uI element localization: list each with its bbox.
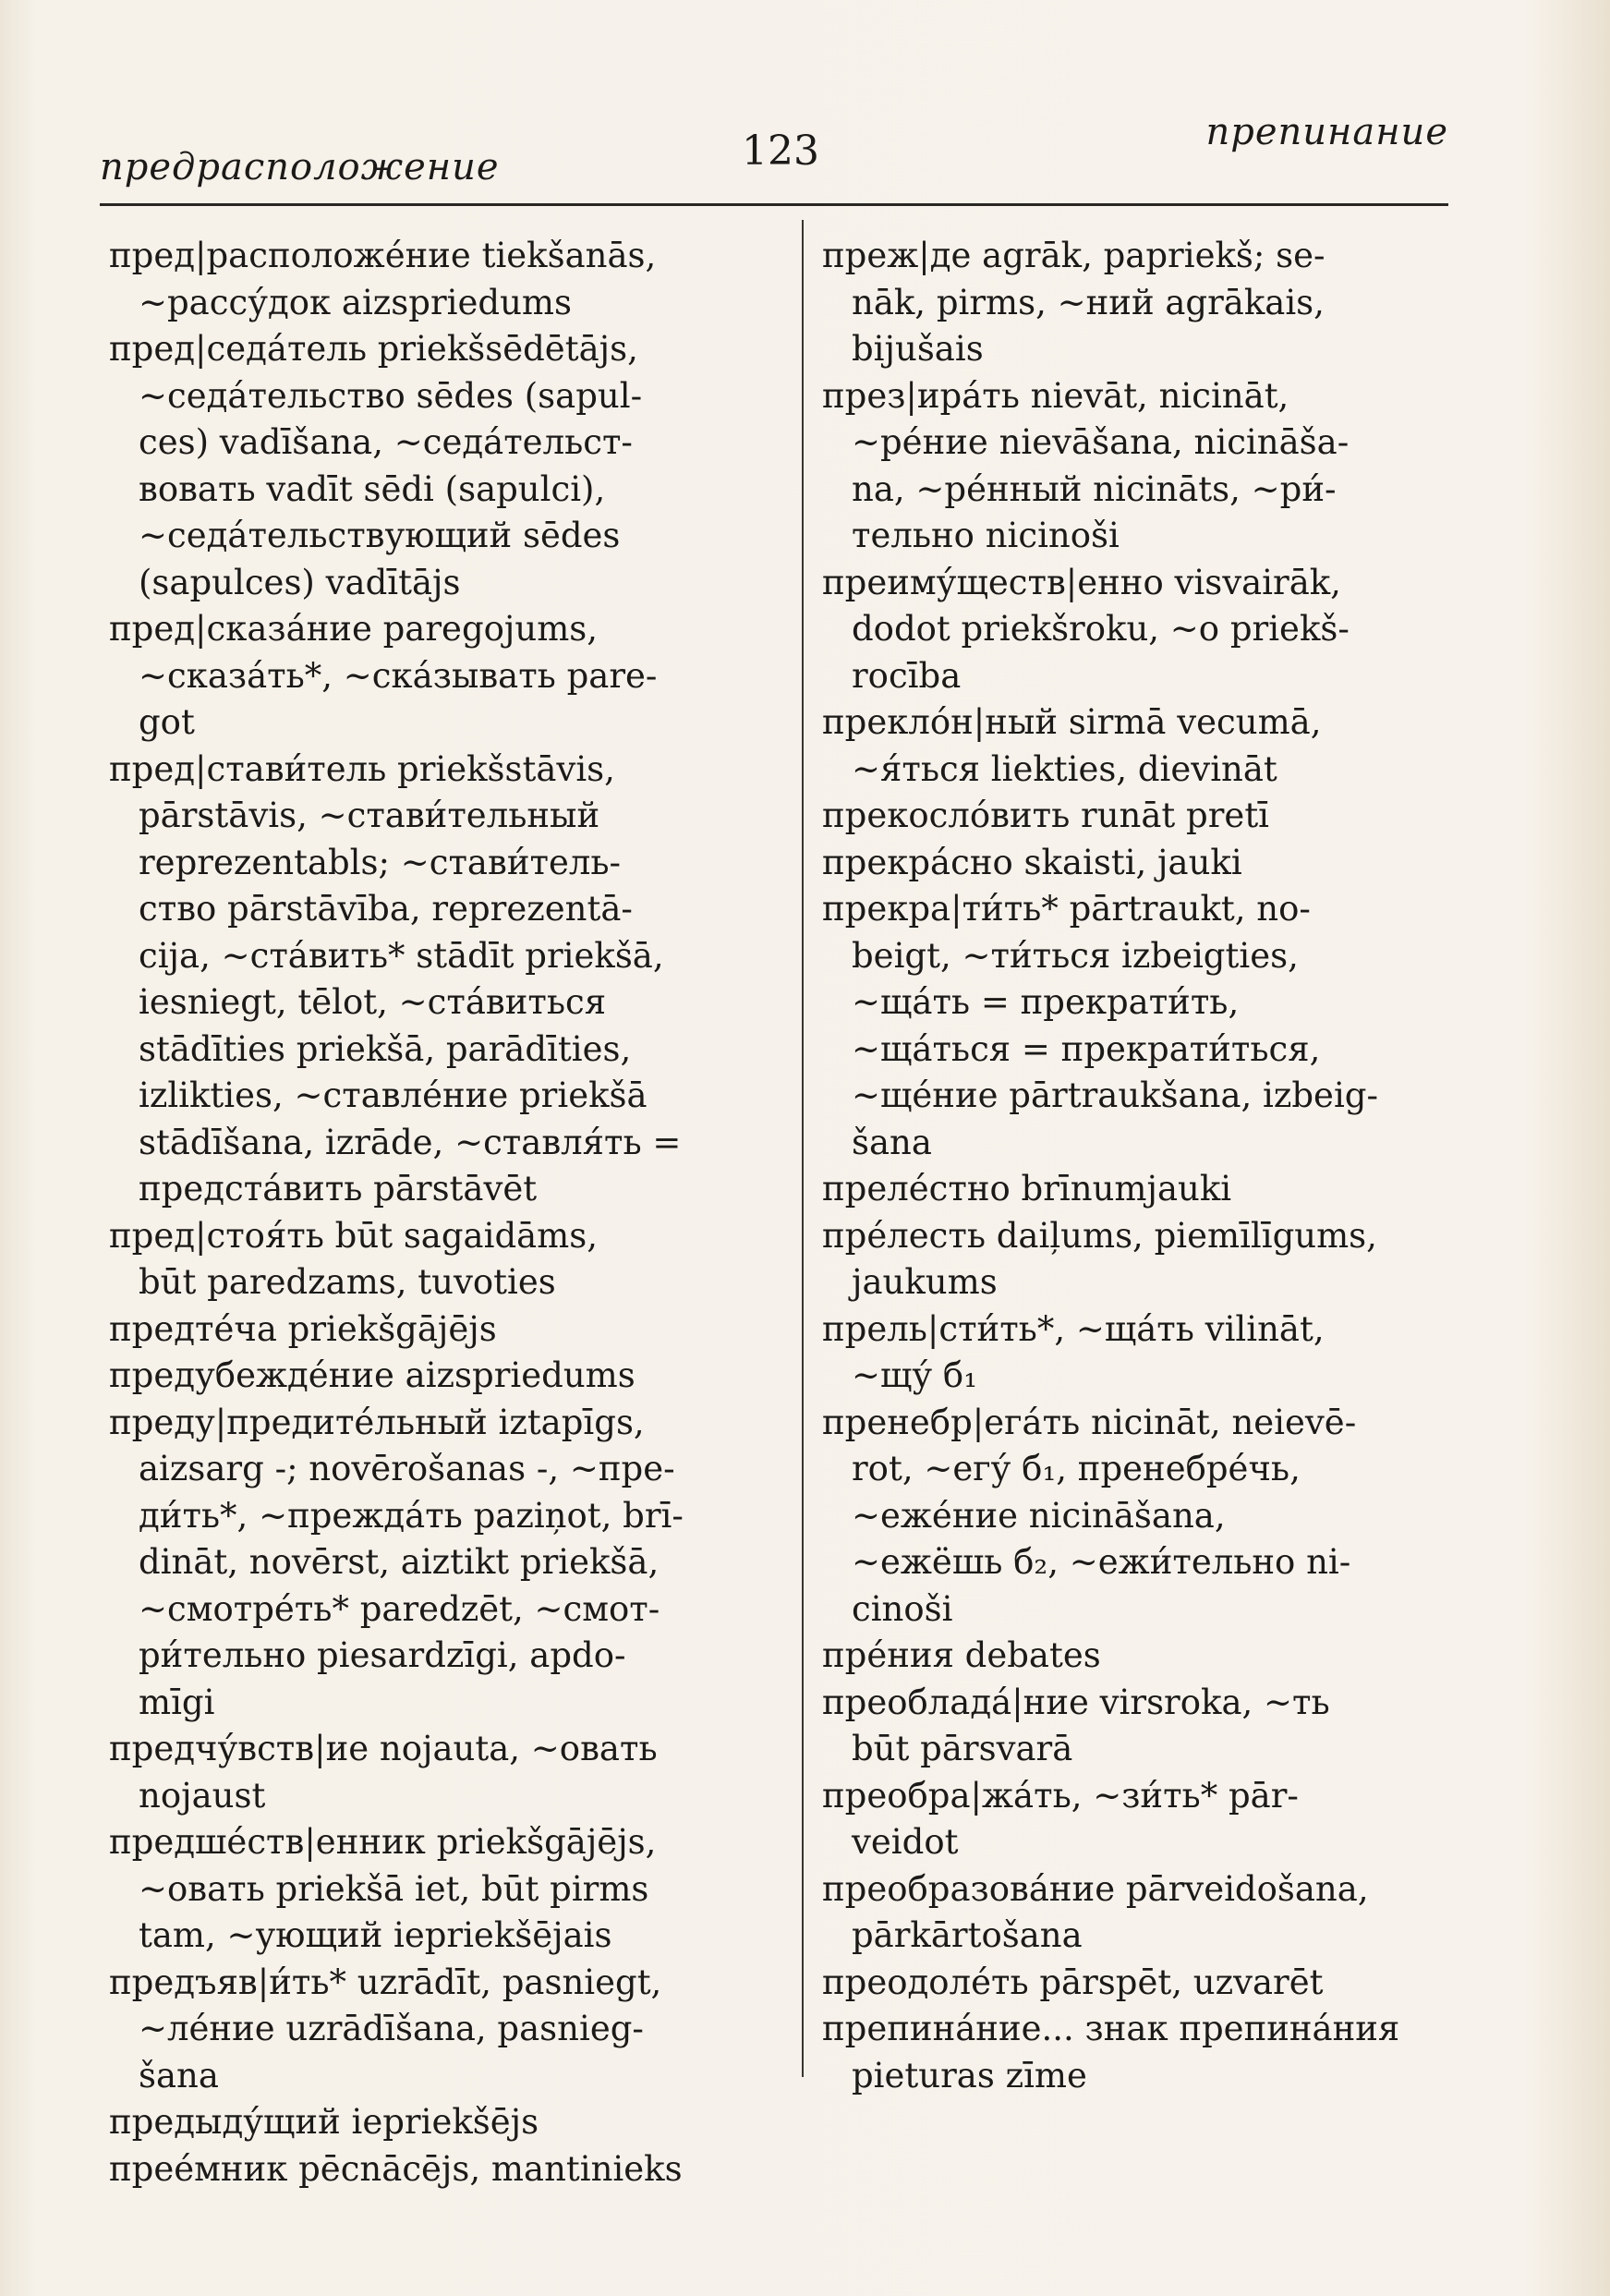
dictionary-entry xyxy=(822,840,1469,887)
entry-headline: пред|расположе́ние tiekšanās, xyxy=(109,236,657,275)
entry-headline: пренебр|ега́ть nicināt, neievē- xyxy=(822,1402,1357,1442)
dictionary-entry xyxy=(109,1353,793,1400)
entry-continuation: šana xyxy=(852,1122,932,1162)
entry-continuation: pārstāvis, ~стави́тельный xyxy=(139,796,600,835)
entry-headline: прель|сти́ть*, ~ща́ть vilināt, xyxy=(822,1308,1325,1349)
dictionary-entry xyxy=(822,1400,1469,1634)
entry-headline: прее́мник pēcnācējs, mantinieks xyxy=(109,2148,683,2189)
column-divider xyxy=(802,220,804,2077)
entry-continuation: rot, ~егу́ б₁, пренебре́чь, xyxy=(852,1449,1301,1488)
entry-headline: предше́ств|енник priekšgājējs, xyxy=(109,1822,657,1862)
dictionary-entry xyxy=(822,233,1469,373)
entry-continuation: ~щу́ б₁ xyxy=(852,1355,978,1395)
entry-continuation: ди́ть*, ~прежда́ть paziņot, brī- xyxy=(139,1495,684,1536)
entry-continuation: ~я́ться liekties, dievināt xyxy=(852,748,1277,789)
entry-continuation: nojaust xyxy=(139,1775,266,1816)
entry-continuation: ~овать priekšā iet, būt pirms xyxy=(139,1868,649,1909)
entry-headline: прекра́сно skaisti, jauki xyxy=(822,842,1242,882)
dictionary-entry xyxy=(109,2099,793,2146)
entry-continuation: šana xyxy=(139,2055,219,2096)
entry-continuation: ~сказа́ть*, ~ска́зывать pare- xyxy=(139,655,658,696)
dictionary-entry xyxy=(109,2146,793,2193)
entry-headline: пре́ния debates xyxy=(822,1635,1101,1675)
entry-continuation: veidot xyxy=(852,1822,959,1862)
entry-continuation: mīgi xyxy=(139,1682,215,1722)
header-left-guideword: предрасположение xyxy=(100,146,500,188)
entry-headline: преоблада́|ние virsroka, ~ть xyxy=(822,1682,1330,1722)
entry-continuation: ~еже́ние nicināšana, xyxy=(852,1495,1226,1536)
entry-continuation: ство pārstāvība, reprezentā- xyxy=(139,889,633,929)
dictionary-entry xyxy=(822,1166,1469,1213)
dictionary-entry xyxy=(109,747,793,1213)
dictionary-entry xyxy=(109,1726,793,1819)
entry-headline: през|ира́ть nievāt, nicināt, xyxy=(822,375,1289,416)
header-rule xyxy=(100,203,1448,206)
entry-continuation: reprezentabls; ~стави́тель- xyxy=(139,842,621,882)
entry-continuation: pieturas zīme xyxy=(852,2055,1087,2096)
entry-headline: преле́стно brīnumjauki xyxy=(822,1169,1232,1209)
dictionary-entry xyxy=(822,2006,1469,2099)
entry-continuation: nāk, pirms, ~ний agrākais, xyxy=(852,282,1325,322)
entry-continuation: ~смотре́ть* paredzēt, ~смот- xyxy=(139,1588,660,1629)
entry-continuation: ~седа́тельство sēdes (sapul- xyxy=(139,375,643,416)
entry-headline: пред|седа́тель priekšsēdētājs, xyxy=(109,329,638,369)
entry-continuation: ~ле́ние uzrādīšana, pasnieg- xyxy=(139,2009,644,2048)
entry-headline: преду|предите́льный iztapīgs, xyxy=(109,1402,645,1442)
running-header xyxy=(100,111,1448,188)
entry-headline: преобра|жа́ть, ~зи́ть* pār- xyxy=(822,1775,1299,1816)
dictionary-entry xyxy=(822,1213,1469,1306)
entry-continuation: jaukums xyxy=(852,1262,998,1302)
entry-headline: преобразова́ние pārveidošana, xyxy=(822,1868,1369,1909)
entry-headline: пред|стоя́ть būt sagaidāms, xyxy=(109,1215,599,1256)
entry-continuation: ~ще́ние pārtraukšana, izbeig- xyxy=(852,1075,1378,1115)
dictionary-entry xyxy=(822,1633,1469,1680)
entry-continuation: dodot priekšroku, ~о priekš- xyxy=(852,609,1350,649)
entry-continuation: ces) vadīšana, ~седа́тельст- xyxy=(139,422,633,462)
entry-headline: преж|де agrāk, papriekš; se- xyxy=(822,236,1326,275)
entry-continuation: tam, ~ующий iepriekšējais xyxy=(139,1915,612,1955)
dictionary-entry xyxy=(822,886,1469,1166)
dictionary-entry xyxy=(822,1866,1469,1960)
dictionary-entry xyxy=(109,1400,793,1727)
entry-headline: предте́ча priekšgājējs xyxy=(109,1308,497,1349)
right-column xyxy=(822,233,1469,2099)
entry-continuation: вовать vadīt sēdi (sapulci), xyxy=(139,468,606,509)
page-number: 123 xyxy=(742,128,819,175)
entry-headline: пре́лесть daiļums, piemīlīgums, xyxy=(822,1215,1377,1256)
entry-continuation: na, ~ре́нный nicināts, ~ри́- xyxy=(852,468,1337,509)
dictionary-entry xyxy=(109,326,793,606)
entry-headline: преодоле́ть pārspēt, uzvarēt xyxy=(822,1962,1324,2002)
entry-continuation: būt paredzams, tuvoties xyxy=(139,1262,556,1302)
entry-continuation: ~ре́ние nievāšana, nicināša- xyxy=(852,422,1350,462)
entry-continuation: ~ща́ть = прекрати́ть, xyxy=(852,982,1240,1022)
entry-continuation: предста́вить pārstāvēt xyxy=(139,1169,538,1209)
dictionary-entry xyxy=(822,1960,1469,2007)
entry-continuation: ~ежёшь б₂, ~ежи́тельно ni- xyxy=(852,1542,1351,1582)
entry-headline: преиму́ществ|енно visvairāk, xyxy=(822,562,1341,602)
entry-headline: препина́ние... знак препина́ния xyxy=(822,2009,1400,2048)
entry-continuation: būt pārsvarā xyxy=(852,1729,1073,1768)
entry-continuation: rocība xyxy=(852,655,962,696)
dictionary-entry xyxy=(109,1960,793,2100)
dictionary-entry xyxy=(109,1306,793,1354)
dictionary-entry xyxy=(822,373,1469,560)
entry-headline: преклóн|ный sirmā vecumā, xyxy=(822,702,1322,742)
entry-continuation: cinoši xyxy=(852,1588,953,1629)
entry-continuation: izlikties, ~ставле́ние priekšā xyxy=(139,1075,648,1115)
entry-continuation: stādīšana, izrāde, ~ставля́ть = xyxy=(139,1122,682,1162)
entry-headline: предъяв|и́ть* uzrādīt, pasniegt, xyxy=(109,1962,662,2002)
dictionary-entry xyxy=(109,606,793,747)
entry-headline: пред|сказа́ние paregojums, xyxy=(109,609,599,649)
entry-continuation: beigt, ~ти́ться izbeigties, xyxy=(852,935,1299,976)
entry-continuation: cija, ~ста́вить* stādīt priekšā, xyxy=(139,935,664,976)
entry-continuation: dināt, novērst, aiztikt priekšā, xyxy=(139,1542,660,1582)
entry-continuation: iesniegt, tēlot, ~ста́виться xyxy=(139,982,607,1022)
dictionary-entry xyxy=(109,1213,793,1306)
entry-continuation: ~седа́тельствующий sēdes xyxy=(139,516,621,555)
dictionary-entry xyxy=(822,1680,1469,1773)
entry-continuation: ~ща́ться = прекрати́ться, xyxy=(852,1028,1321,1069)
dictionary-entry xyxy=(822,560,1469,700)
entry-continuation: (sapulces) vadītājs xyxy=(139,562,461,602)
dictionary-entry xyxy=(822,793,1469,840)
entry-headline: предыду́щий iepriekšējs xyxy=(109,2102,539,2142)
entry-continuation: stādīties priekšā, parādīties, xyxy=(139,1028,632,1069)
dictionary-entry xyxy=(822,1773,1469,1866)
dictionary-entry xyxy=(109,233,793,326)
dictionary-entry xyxy=(109,1819,793,1960)
entry-continuation: aizsarg -; novērošanas -, ~пре- xyxy=(139,1449,675,1488)
entry-continuation: pārkārtošana xyxy=(852,1915,1083,1955)
entry-continuation: ~рассу́док aizspriedums xyxy=(139,282,572,322)
entry-headline: прекра|ти́ть* pārtraukt, no- xyxy=(822,889,1311,929)
dictionary-entry xyxy=(822,699,1469,793)
entry-continuation: ри́тельно piesardzīgi, apdo- xyxy=(139,1635,626,1675)
entry-continuation: bijušais xyxy=(852,329,984,369)
header-right-guideword: препинание xyxy=(1205,111,1448,153)
entry-headline: предчу́вств|ие nojauta, ~овать xyxy=(109,1729,658,1768)
entry-headline: прекослóвить runāt pretī xyxy=(822,796,1270,835)
dictionary-entry xyxy=(822,1306,1469,1400)
entry-headline: пред|стави́тель priekšstāvis, xyxy=(109,748,615,789)
left-column xyxy=(109,233,793,2193)
entry-continuation: тельно nicinoši xyxy=(852,516,1120,555)
entry-continuation: got xyxy=(139,702,195,742)
entry-headline: предубежде́ние aizspriedums xyxy=(109,1355,636,1395)
